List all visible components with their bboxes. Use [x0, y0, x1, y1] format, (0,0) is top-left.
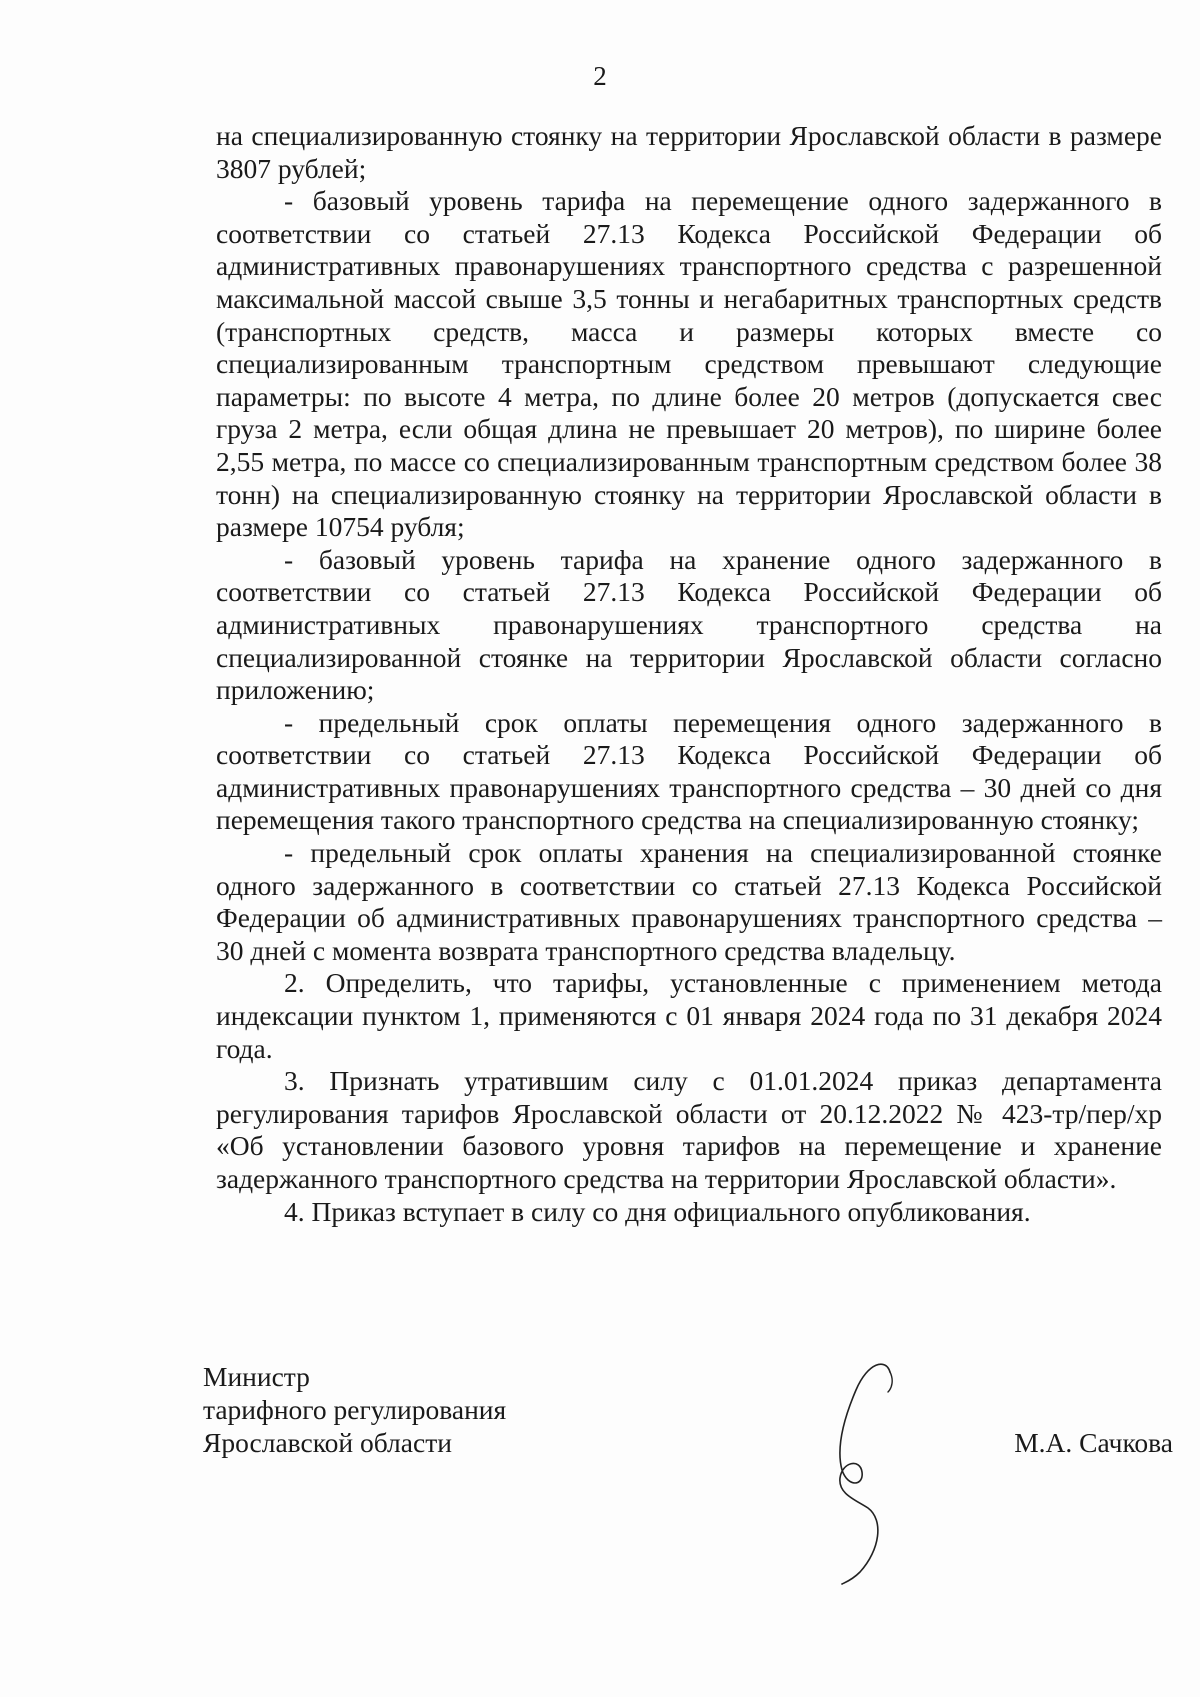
paragraph: 3. Признать утратившим силу с 01.01.2024 приказ департамента регулирования тарифов Ярославской области от 20.12.2022 № 423-тр/пер/хр «Об установлении базового уровня тарифов на перемещение и хранение задержанного транспортного средства на территории Ярославской области». — [216, 1065, 1162, 1194]
paragraph: - базовый уровень тарифа на перемещение одного задержанного в соответствии со статьей 27.13 Кодекса Российской Федерации об административных правонарушениях транспортного средства с разрешенной максимальной массой свыше 3,5 тонны и негабаритных транспортных средств (транспортных средств, масса и размеры которых вместе со специализированным транспортным средством превышают следующие параметры: по высоте 4 метра, по длине более 20 метров (допускается свес груза 2 метра, если общая длина не превышает 20 метров), по ширине более 2,55 метра, по массе со специализированным транспортным средством более 38 тонн) на специализированную стоянку на территории Ярославской области в размере 10754 рубля; — [216, 185, 1162, 543]
paragraph: - базовый уровень тарифа на хранение одного задержанного в соответствии со статьей 27.13 Кодекса Российской Федерации об административных правонарушениях транспортного средства на специализированной стоянке на территории Ярославской области согласно приложению; — [216, 543, 1162, 706]
signature-block — [203, 1360, 1173, 1600]
signatory-title-line: Ярославской области — [203, 1427, 452, 1458]
paragraph: 4. Приказ вступает в силу со дня официального опубликования. — [284, 1195, 1031, 1227]
page-number: 2 — [593, 61, 607, 91]
paragraph: 2. Определить, что тарифы, установленные с применением метода индексации пунктом 1, применяются с 01 января 2024 года по 31 декабря 2024 года. — [216, 967, 1162, 1064]
signatory-title — [203, 1360, 506, 1459]
paragraph: на специализированную стоянку на территории Ярославской области в размере 3807 рублей; — [216, 120, 1162, 184]
signatory-title-line: Министр — [203, 1361, 310, 1392]
handwritten-signature — [798, 1350, 938, 1585]
paragraph: - предельный срок оплаты хранения на специализированной стоянке одного задержанного в соответствии со статьей 27.13 Кодекса Российской Федерации об административных правонарушениях транспортного средства – 30 дней с момента возврата транспортного средства владельцу. — [216, 837, 1162, 966]
paragraph: - предельный срок оплаты перемещения одного задержанного в соответствии со статьей 27.13 Кодекса Российской Федерации об административных правонарушениях транспортного средства – 30 дней со дня перемещения такого транспортного средства на специализированную стоянку; — [216, 706, 1162, 836]
document-body — [216, 120, 1162, 1228]
signatory-title-line: тарифного регулирования — [203, 1394, 507, 1425]
signatory-name: М.А. Сачкова — [1014, 1427, 1173, 1458]
